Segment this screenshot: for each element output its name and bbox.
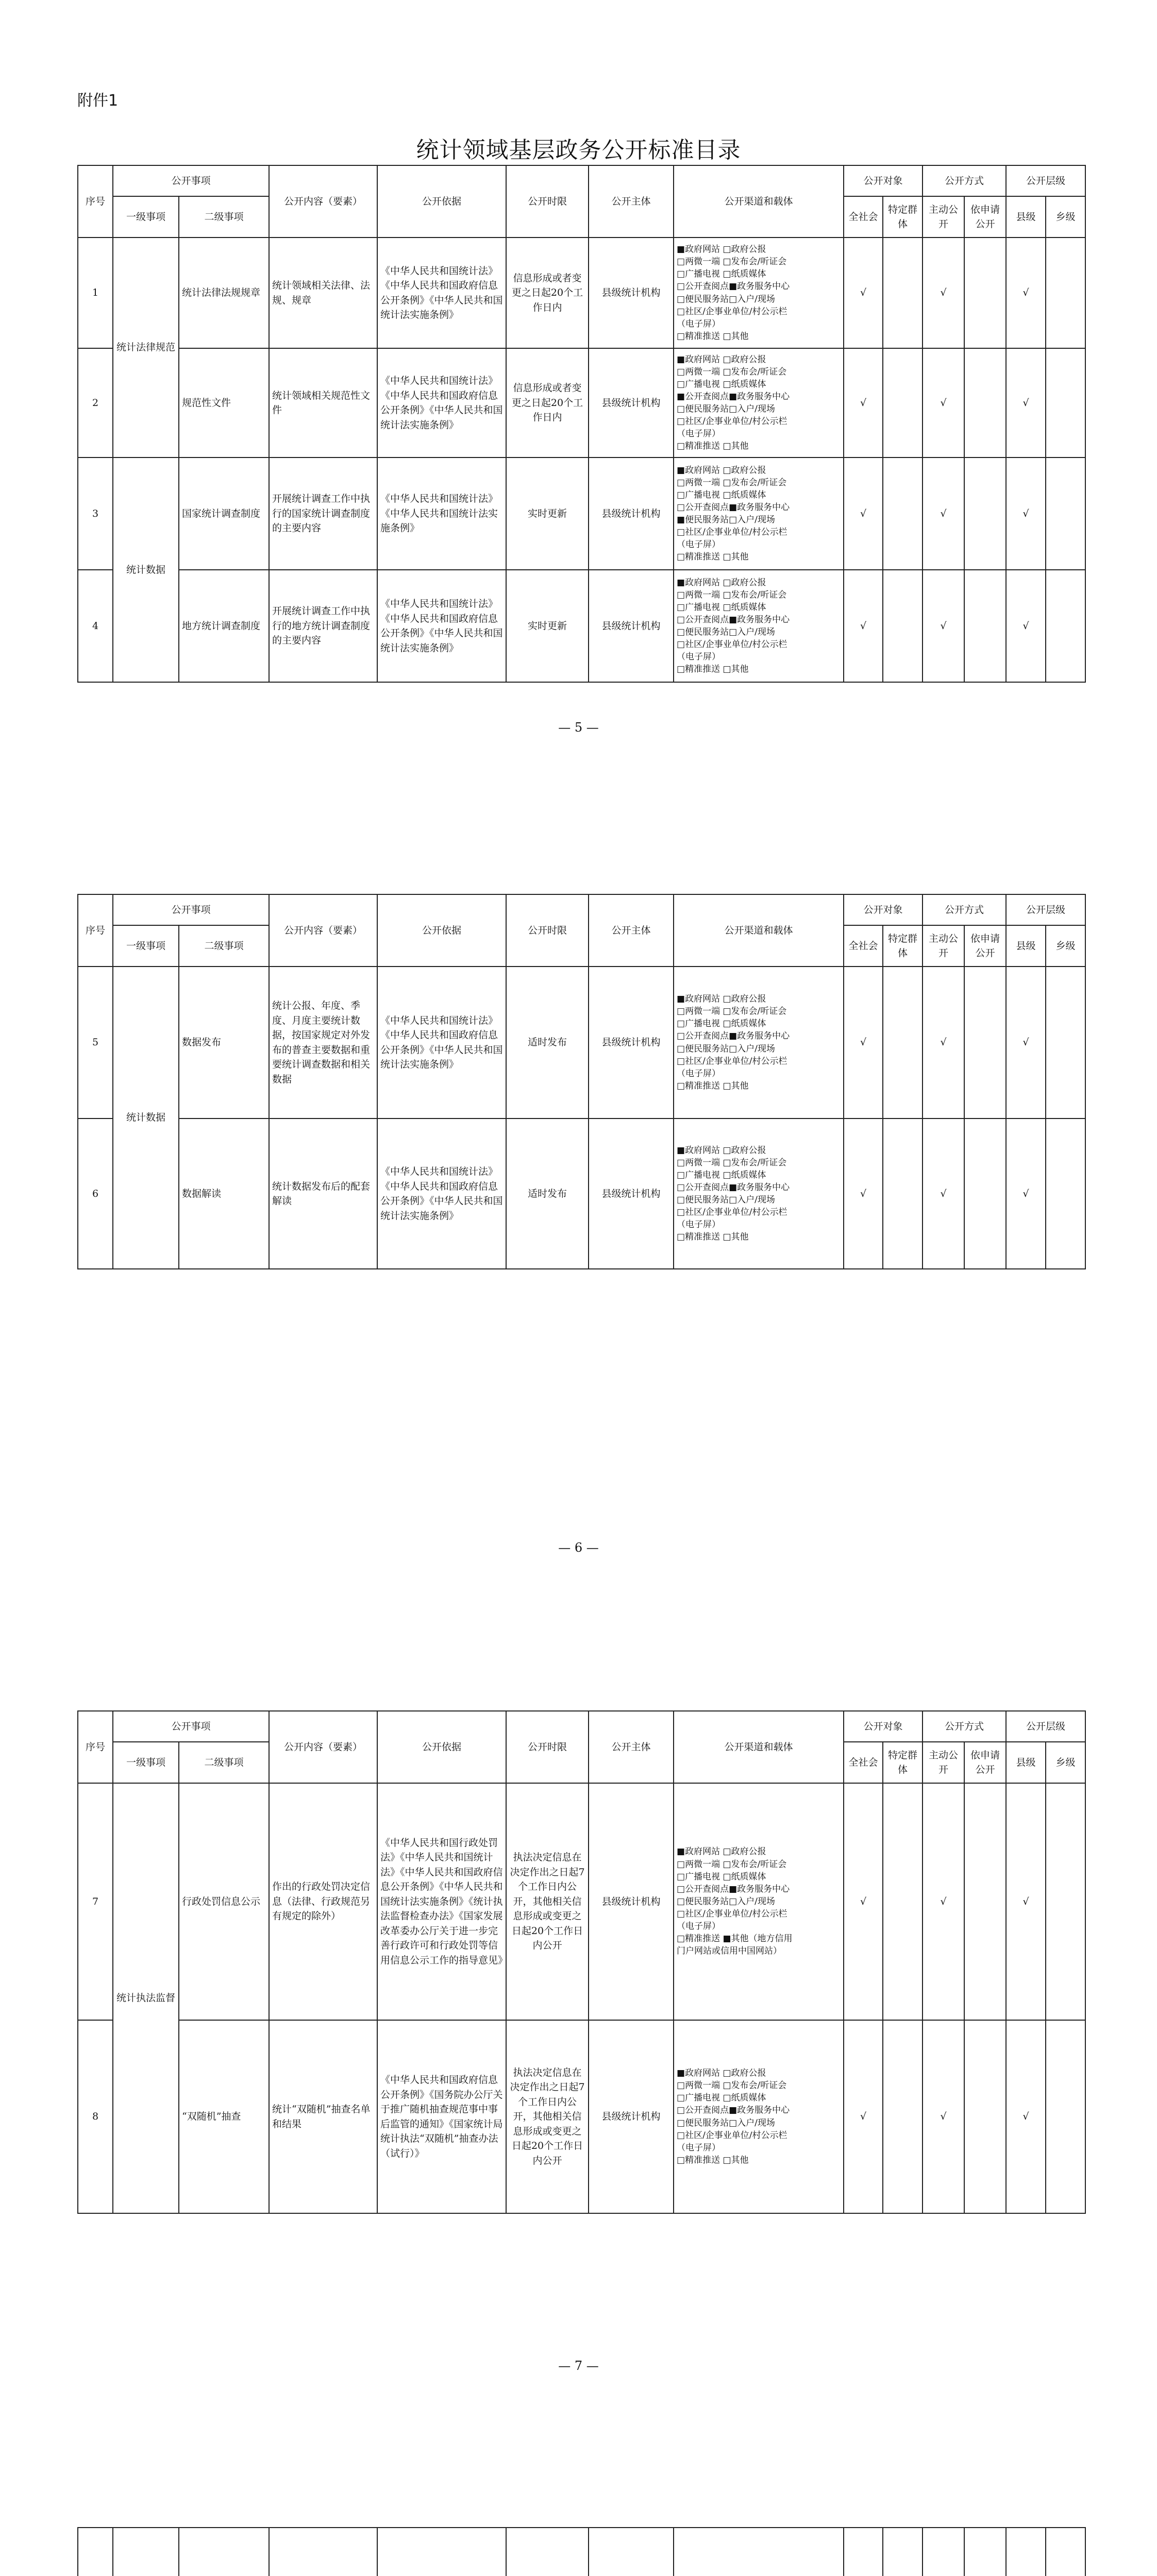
basis-cell: 《中华人民共和国统计法》《中华人民共和国政府信息公开条例》《中华人民共和国统计法实施条例》 <box>377 1118 506 1269</box>
channel-cell <box>674 1118 844 1269</box>
header-basis: 公开依据 <box>377 1711 506 1783</box>
header-on-request: 依申请公开 <box>964 925 1006 967</box>
channel-line: □便民服务站□入户/现场 <box>677 1043 775 1054</box>
header-active: 主动公开 <box>923 1742 964 1783</box>
basis-cell: 《中华人民共和国统计法》《中华人民共和国政府信息公开条例》《中华人民共和国统计法实施条例》 <box>377 967 506 1118</box>
basis-cell: 《中华人民共和国政府信息公开条例》《国务院办公厅关于推广随机抽查规范事中事后监管的通知》《国家统计局统计执法“双随机”抽查办法（试行）》 <box>377 2020 506 2213</box>
on-request-check <box>964 238 1006 348</box>
header-specific-group: 特定群体 <box>883 196 923 238</box>
header-township: 乡级 <box>1046 1742 1085 1783</box>
all-society-check: √ <box>844 348 883 457</box>
table-row <box>78 348 1085 457</box>
channel-line: □两微一端 □发布会/听证会 <box>677 2080 787 2091</box>
channel-line: □精准推送 □其他 <box>677 2155 749 2165</box>
township-check <box>1046 348 1085 457</box>
header-basis: 公开依据 <box>377 894 506 967</box>
on-request-check <box>964 2528 1006 2576</box>
county-check: √ <box>1006 570 1046 682</box>
subject-cell: 县级统计机构 <box>589 2020 674 2213</box>
catalog-table-page-6 <box>77 894 1086 1269</box>
seq-cell: 7 <box>78 1783 113 2020</box>
content-cell: 作出的行政处罚决定信息（法律、行政规范另有规定的除外） <box>269 1783 377 2020</box>
township-check <box>1046 570 1085 682</box>
annex-label: 附件1 <box>77 92 119 110</box>
page-number: — 6 — <box>558 1540 599 1555</box>
content-cell: 开展统计调查工作中执行的地方统计调查制度的主要内容 <box>269 570 377 682</box>
channel-line: □社区/企事业单位/村公示栏 <box>677 527 787 538</box>
channel-line: □社区/企事业单位/村公示栏 <box>677 1056 787 1066</box>
basis-cell: 《中华人民共和国统计法》《中华人民共和国政府信息公开条例》《中华人民共和国统计法实施条例》 <box>377 348 506 457</box>
header-township: 乡级 <box>1046 196 1085 238</box>
channel-line: □精准推送 □其他 <box>677 552 749 563</box>
county-check: √ <box>1006 238 1046 348</box>
channel-line: □便民服务站□入户/现场 <box>677 1896 775 1907</box>
channel-line: □便民服务站□入户/现场 <box>677 404 775 414</box>
channel-line: □社区/企事业单位/村公示栏 <box>677 2130 787 2141</box>
specific-group-check <box>883 2020 923 2213</box>
header-content: 公开内容（要素） <box>269 1711 377 1783</box>
header-active: 主动公开 <box>923 925 964 967</box>
channel-line: □广播电视 □纸质媒体 <box>677 489 766 500</box>
time-limit-cell: 信息形成或者变更之日起20个工作日内 <box>506 238 589 348</box>
channel-line: □公开查阅点■政务服务中心 <box>677 1884 790 1894</box>
channel-line: （电子屏） <box>677 652 721 663</box>
header-target: 公开对象 <box>844 1711 923 1742</box>
header-content: 公开内容（要素） <box>269 894 377 967</box>
content-cell: 统计数据发布后的配套解读 <box>269 1118 377 1269</box>
header-subject: 公开主体 <box>589 165 674 238</box>
specific-group-check <box>883 2528 923 2576</box>
table-row <box>78 1783 1085 2020</box>
channel-line: （电子屏） <box>677 2142 721 2153</box>
header-seq: 序号 <box>78 894 113 967</box>
all-society-check: √ <box>844 457 883 570</box>
header-time: 公开时限 <box>506 165 589 238</box>
channel-line: □便民服务站□入户/现场 <box>677 627 775 637</box>
channel-cell <box>674 1783 844 2020</box>
channel-line: □便民服务站□入户/现场 <box>677 1195 775 1205</box>
basis-cell: 《中华人民共和国行政处罚法》《中华人民共和国统计法》《中华人民共和国政府信息公开条例》《中华人民共和国统计法实施条例》《统计执法监督检查办法》《国家发展改革委办公厅关于进一步完善行政许可和行政处罚等信用信息公示工作的指导意见》 <box>377 1783 506 2020</box>
specific-group-check <box>883 238 923 348</box>
channel-line: □公开查阅点■政务服务中心 <box>677 614 790 625</box>
content-cell: 统计领域相关规范性文件 <box>269 348 377 457</box>
header-level1: 一级事项 <box>113 1742 179 1783</box>
channel-line: □公开查阅点■政务服务中心 <box>677 1031 790 1042</box>
content-cell: 开展统计调查工作中执行的国家统计调查制度的主要内容 <box>269 457 377 570</box>
time-limit-cell: 适时发布 <box>506 967 589 1118</box>
time-limit-cell <box>506 2528 589 2576</box>
channel-cell <box>674 348 844 457</box>
basis-cell: 《中华人民共和国统计法》《中华人民共和国政府信息公开条例》《中华人民共和国统计法实施条例》 <box>377 570 506 682</box>
all-society-check: √ <box>844 2020 883 2213</box>
active-check: √ <box>923 1118 964 1269</box>
channel-line: □公开查阅点■政务服务中心 <box>677 502 790 513</box>
active-check: √ <box>923 348 964 457</box>
time-limit-cell: 执法决定信息在决定作出之日起7个工作日内公开，其他相关信息形成或变更之日起20个工作日内公开 <box>506 2020 589 2213</box>
county-check: √ <box>1006 967 1046 1118</box>
specific-group-check <box>883 1783 923 2020</box>
active-check: √ <box>923 570 964 682</box>
active-check: √ <box>923 457 964 570</box>
header-content: 公开内容（要素） <box>269 165 377 238</box>
level2-cell: 行政处罚信息公示 <box>179 1783 269 2020</box>
subject-cell: 县级统计机构 <box>589 570 674 682</box>
table-row <box>78 2020 1085 2213</box>
header-seq: 序号 <box>78 1711 113 1783</box>
level1-cell: 统计执法监督 <box>113 1783 179 2213</box>
county-check: √ <box>1006 348 1046 457</box>
level2-cell: 国家统计调查制度 <box>179 457 269 570</box>
header-level2: 二级事项 <box>179 196 269 238</box>
level1-cell: 统计数据 <box>113 457 179 682</box>
basis-cell: 《中华人民共和国统计法》《中华人民共和国政府信息公开条例》《中华人民共和国统计法实施条例》 <box>377 238 506 348</box>
channel-line: □两微一端 □发布会/听证会 <box>677 589 787 600</box>
township-check <box>1046 2528 1085 2576</box>
header-specific-group: 特定群体 <box>883 925 923 967</box>
channel-line: □两微一端 □发布会/听证会 <box>677 1157 787 1168</box>
subject-cell: 县级统计机构 <box>589 1783 674 2020</box>
level2-cell: 地方统计调查制度 <box>179 570 269 682</box>
subject-cell: 县级统计机构 <box>589 348 674 457</box>
header-county: 县级 <box>1006 925 1046 967</box>
on-request-check <box>964 348 1006 457</box>
header-active: 主动公开 <box>923 196 964 238</box>
time-limit-cell: 适时发布 <box>506 1118 589 1269</box>
subject-cell <box>589 2528 674 2576</box>
header-township: 乡级 <box>1046 925 1085 967</box>
subject-cell: 县级统计机构 <box>589 238 674 348</box>
seq-cell: 8 <box>78 2020 113 2213</box>
content-cell <box>269 2528 377 2576</box>
on-request-check <box>964 1118 1006 1269</box>
table-row <box>78 967 1085 1118</box>
on-request-check <box>964 1783 1006 2020</box>
channel-line: ■政府网站 □政府公报 <box>677 577 766 588</box>
active-check: √ <box>923 967 964 1118</box>
subject-cell: 县级统计机构 <box>589 1118 674 1269</box>
level2-cell: 规范性文件 <box>179 348 269 457</box>
active-check: √ <box>923 2020 964 2213</box>
channel-cell <box>674 967 844 1118</box>
table-row <box>78 457 1085 570</box>
all-society-check: √ <box>844 238 883 348</box>
channel-line: □公开查阅点■政务服务中心 <box>677 2105 790 2116</box>
township-check <box>1046 1118 1085 1269</box>
channel-line: □广播电视 □纸质媒体 <box>677 379 766 389</box>
subject-cell: 县级统计机构 <box>589 967 674 1118</box>
channel-line: ■政府网站 □政府公报 <box>677 1145 766 1156</box>
table-row <box>78 2528 1085 2576</box>
township-check <box>1046 967 1085 1118</box>
table-header <box>78 894 1085 967</box>
header-all-society: 全社会 <box>844 925 883 967</box>
table-header <box>78 1711 1085 1783</box>
header-method: 公开方式 <box>923 894 1006 925</box>
header-basis: 公开依据 <box>377 165 506 238</box>
specific-group-check <box>883 1118 923 1269</box>
channel-line: （电子屏） <box>677 1219 721 1230</box>
channel-cell <box>674 2020 844 2213</box>
header-level1: 一级事项 <box>113 925 179 967</box>
header-specific-group: 特定群体 <box>883 1742 923 1783</box>
channel-line: □广播电视 □纸质媒体 <box>677 2093 766 2104</box>
header-items: 公开事项 <box>113 1711 269 1742</box>
seq-cell: 1 <box>78 238 113 348</box>
channel-line: ■政府网站 □政府公报 <box>677 1846 766 1857</box>
channel-cell <box>674 238 844 348</box>
page-number: — 5 — <box>558 720 599 735</box>
table-header <box>78 165 1085 238</box>
on-request-check <box>964 457 1006 570</box>
header-time: 公开时限 <box>506 894 589 967</box>
channel-line: □广播电视 □纸质媒体 <box>677 269 766 280</box>
channel-line: □两微一端 □发布会/听证会 <box>677 477 787 488</box>
channel-line: □社区/企事业单位/村公示栏 <box>677 1909 787 1920</box>
content-cell: 统计公报、年度、季度、月度主要统计数据，按国家规定对外发布的普查主要数据和重要统计调查数据和相关数据 <box>269 967 377 1118</box>
active-check <box>923 2528 964 2576</box>
channel-line: ■公开查阅点■政务服务中心 <box>677 391 790 402</box>
channel-line: □广播电视 □纸质媒体 <box>677 1170 766 1180</box>
time-limit-cell: 实时更新 <box>506 457 589 570</box>
basis-cell: 《中华人民共和国统计法》《中华人民共和国统计法实施条例》 <box>377 457 506 570</box>
channel-line: □精准推送 ■其他（地方信用 <box>677 1934 793 1944</box>
channel-line: □便民服务站□入户/现场 <box>677 2117 775 2128</box>
header-target: 公开对象 <box>844 165 923 196</box>
header-all-society: 全社会 <box>844 1742 883 1783</box>
channel-line: ■政府网站 □政府公报 <box>677 2068 766 2078</box>
channel-line: □两微一端 □发布会/听证会 <box>677 257 787 267</box>
level2-cell: 统计法律法规规章 <box>179 238 269 348</box>
channel-cell <box>674 457 844 570</box>
table-row <box>78 238 1085 348</box>
channel-line: □精准推送 □其他 <box>677 331 749 342</box>
level2-cell: 数据发布 <box>179 967 269 1118</box>
channel-line: □公开查阅点■政务服务中心 <box>677 281 790 292</box>
level2-cell <box>179 2528 269 2576</box>
channel-line: 门户网站或信用中国网站） <box>677 1946 782 1957</box>
channel-line: ■政府网站 □政府公报 <box>677 354 766 365</box>
channel-cell <box>674 570 844 682</box>
header-time: 公开时限 <box>506 1711 589 1783</box>
level2-cell: 数据解读 <box>179 1118 269 1269</box>
header-level1: 一级事项 <box>113 196 179 238</box>
all-society-check: √ <box>844 967 883 1118</box>
content-cell: 统计领域相关法律、法规、规章 <box>269 238 377 348</box>
channel-line: （电子屏） <box>677 1921 721 1932</box>
township-check <box>1046 457 1085 570</box>
subject-cell: 县级统计机构 <box>589 457 674 570</box>
seq-cell: 5 <box>78 967 113 1118</box>
table-row <box>78 570 1085 682</box>
all-society-check: √ <box>844 1783 883 2020</box>
seq-cell: 2 <box>78 348 113 457</box>
header-subject: 公开主体 <box>589 1711 674 1783</box>
header-level2: 二级事项 <box>179 1742 269 1783</box>
channel-line: □精准推送 □其他 <box>677 1080 749 1091</box>
county-check: √ <box>1006 1783 1046 2020</box>
header-method: 公开方式 <box>923 1711 1006 1742</box>
header-county: 县级 <box>1006 1742 1046 1783</box>
channel-cell <box>674 2528 844 2576</box>
channel-line: □精准推送 □其他 <box>677 664 749 675</box>
channel-line: ■政府网站 □政府公报 <box>677 994 766 1004</box>
header-county: 县级 <box>1006 196 1046 238</box>
channel-line: □社区/企事业单位/村公示栏 <box>677 1207 787 1218</box>
township-check <box>1046 238 1085 348</box>
level1-cell <box>113 2528 179 2576</box>
active-check: √ <box>923 1783 964 2020</box>
level2-cell: “双随机”抽查 <box>179 2020 269 2213</box>
header-target: 公开对象 <box>844 894 923 925</box>
channel-line: □两微一端 □发布会/听证会 <box>677 1859 787 1870</box>
channel-line: □广播电视 □纸质媒体 <box>677 1019 766 1029</box>
header-on-request: 依申请公开 <box>964 196 1006 238</box>
catalog-table-page-8 <box>77 2527 1086 2576</box>
specific-group-check <box>883 967 923 1118</box>
header-tier: 公开层级 <box>1006 165 1085 196</box>
channel-line: （电子屏） <box>677 1068 721 1079</box>
header-items: 公开事项 <box>113 894 269 925</box>
channel-line: □社区/企事业单位/村公示栏 <box>677 306 787 317</box>
channel-line: ■政府网站 □政府公报 <box>677 465 766 476</box>
time-limit-cell: 信息形成或者变更之日起20个工作日内 <box>506 348 589 457</box>
header-seq: 序号 <box>78 165 113 238</box>
header-level2: 二级事项 <box>179 925 269 967</box>
page-number: — 7 — <box>558 2359 599 2373</box>
channel-line: （电子屏） <box>677 318 721 329</box>
header-on-request: 依申请公开 <box>964 1742 1006 1783</box>
time-limit-cell: 执法决定信息在决定作出之日起7个工作日内公开，其他相关信息形成或变更之日起20个工作日内公开 <box>506 1783 589 2020</box>
channel-line: □广播电视 □纸质媒体 <box>677 602 766 613</box>
county-check: √ <box>1006 1118 1046 1269</box>
basis-cell <box>377 2528 506 2576</box>
on-request-check <box>964 570 1006 682</box>
time-limit-cell: 实时更新 <box>506 570 589 682</box>
header-all-society: 全社会 <box>844 196 883 238</box>
channel-line: □社区/企事业单位/村公示栏 <box>677 639 787 650</box>
level1-cell: 统计法律规范 <box>113 238 179 457</box>
channel-line: ■政府网站 □政府公报 <box>677 244 766 255</box>
header-channel: 公开渠道和载体 <box>674 1711 844 1783</box>
specific-group-check <box>883 348 923 457</box>
level1-cell: 统计数据 <box>113 967 179 1269</box>
all-society-check: √ <box>844 1118 883 1269</box>
all-society-check: √ <box>844 570 883 682</box>
channel-line: （电子屏） <box>677 429 721 439</box>
channel-line: □社区/企事业单位/村公示栏 <box>677 416 787 427</box>
channel-line: □便民服务站□入户/现场 <box>677 294 775 304</box>
header-channel: 公开渠道和载体 <box>674 165 844 238</box>
township-check <box>1046 2020 1085 2213</box>
active-check: √ <box>923 238 964 348</box>
catalog-table-page-5 <box>77 165 1086 683</box>
seq-cell: 6 <box>78 1118 113 1269</box>
seq-cell: 4 <box>78 570 113 682</box>
specific-group-check <box>883 457 923 570</box>
header-tier: 公开层级 <box>1006 894 1085 925</box>
table-row <box>78 1118 1085 1269</box>
county-check: √ <box>1006 2020 1046 2213</box>
header-items: 公开事项 <box>113 165 269 196</box>
header-tier: 公开层级 <box>1006 1711 1085 1742</box>
header-method: 公开方式 <box>923 165 1006 196</box>
channel-line: （电子屏） <box>677 539 721 550</box>
channel-line: □两微一端 □发布会/听证会 <box>677 1006 787 1017</box>
county-check <box>1006 2528 1046 2576</box>
channel-line: □两微一端 □发布会/听证会 <box>677 366 787 377</box>
specific-group-check <box>883 570 923 682</box>
channel-line: □精准推送 □其他 <box>677 1232 749 1243</box>
content-cell: 统计“双随机”抽查名单和结果 <box>269 2020 377 2213</box>
header-subject: 公开主体 <box>589 894 674 967</box>
channel-line: □精准推送 □其他 <box>677 441 749 452</box>
seq-cell <box>78 2528 113 2576</box>
header-channel: 公开渠道和载体 <box>674 894 844 967</box>
catalog-table-page-7 <box>77 1710 1086 2214</box>
on-request-check <box>964 967 1006 1118</box>
on-request-check <box>964 2020 1006 2213</box>
county-check: √ <box>1006 457 1046 570</box>
channel-line: □公开查阅点■政务服务中心 <box>677 1182 790 1193</box>
all-society-check <box>844 2528 883 2576</box>
township-check <box>1046 1783 1085 2020</box>
seq-cell: 3 <box>78 457 113 570</box>
channel-line: ■便民服务站□入户/现场 <box>677 515 775 525</box>
document-title: 统计领域基层政务公开标准目录 <box>416 137 741 163</box>
channel-line: □广播电视 □纸质媒体 <box>677 1871 766 1882</box>
